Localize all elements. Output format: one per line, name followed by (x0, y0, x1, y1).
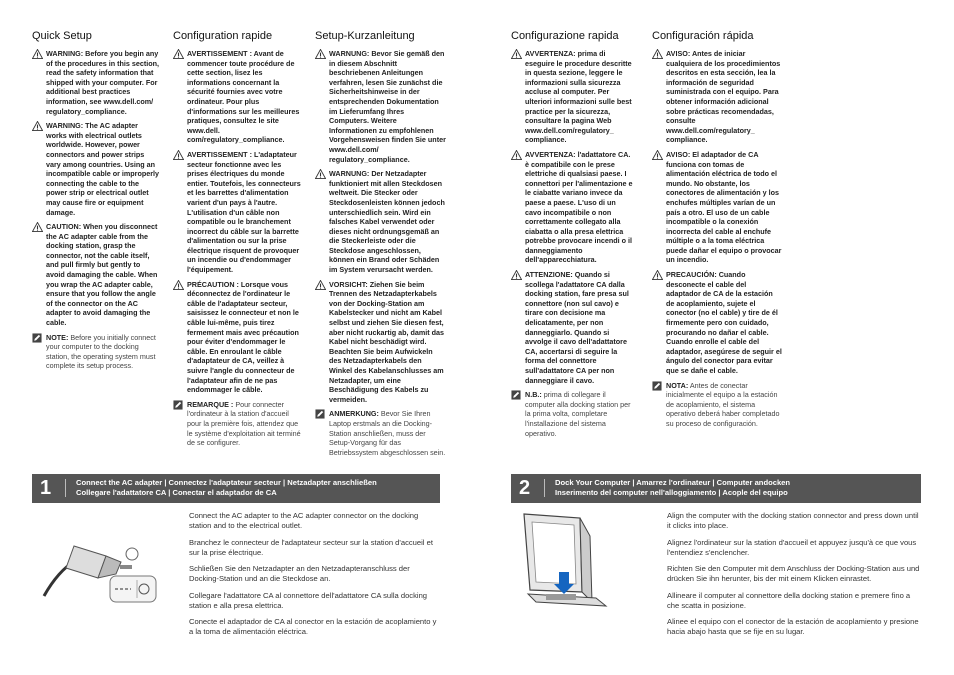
note-text: AVVERTENZA: prima di eseguire le procedure descritte in questa sezione, leggere le informazioni sulla sicurezza accluse al computer. Per ulteriori informazioni sulle best practice per la sicurezza, consultare la pagina Web www.dell.com/regulatory_ compliance. (525, 49, 632, 145)
note-label: REMARQUE : (187, 399, 234, 409)
section-title: Configuration rapide (173, 30, 273, 42)
warning-triangle-icon (652, 270, 663, 280)
note-text: VORSICHT: Ziehen Sie beim Trennen des Netzadapterkabels von der Docking-Station am Kabelstecker und nicht am Kabel selbst und ziehen Sie diesen fest, aber nicht ruckartig ab, damit das Kabel nicht beschädigt wird. Beachten Sie beim Aufwickeln des Netzadapterkabels den Winkel des Kabelanschlusses am Netzadapter, um eine Beschädigung des Kabels zu vermeiden. (329, 279, 445, 404)
col-configuracion-rapida (652, 30, 782, 434)
note-text: WARNUNG: Der Netzadapter funktioniert mit allen Steckdosen weltweit. Die Stecker oder Steckdosenleisten können jedoch unterschiedlich sein. Wird ein falsches Kabel verwendet oder dieses nicht ordnungsgemäß an die Steckerleiste oder die Steckdose angeschlossen, können ein Brand oder Schäden im System verursacht werden. (329, 169, 445, 275)
warning-triangle-icon (315, 49, 326, 59)
step-2-bar (511, 474, 921, 503)
step-title (555, 478, 790, 498)
paragraph: Connect the AC adapter to the AC adapter connector on the docking station and to the electrical outlet. (189, 511, 419, 530)
warning-triangle-icon (32, 121, 43, 131)
note-label: NOTA: (666, 380, 689, 390)
info-note (652, 381, 782, 429)
warning-note (315, 49, 446, 164)
step-title-line: Dock Your Computer | Amarrez l'ordinateur | Computer andocken (555, 478, 791, 487)
section-title: Setup-Kurzanleitung (315, 30, 415, 42)
note-text: AVISO: Antes de iniciar cualquiera de los procedimientos descritos en esta sección, lea la información de seguridad suministrada con el equipo. Para obtener información adicional sobre prácticas recomendadas, consulte www.dell.com/regulatory_ compliance. (666, 49, 781, 145)
warning-triangle-icon (173, 49, 184, 59)
warning-note (652, 150, 782, 265)
step-1-paragraphs (189, 511, 439, 644)
note-text: Antes de conectar inicialmente el equipo a la estación de acoplamiento, el sistema operativo deberá haber completado su proceso de configuración. (666, 380, 780, 428)
step-2-paragraphs (667, 511, 923, 644)
warning-note (32, 121, 160, 217)
step-number: 1 (40, 477, 52, 499)
note-text: WARNING: The AC adapter works with electrical outlets worldwide. However, power connectors and power strips vary among countries. Using an incompatible cable or improperly connecting the cable to the power strip or electrical outlet may cause fire or equipment damage. (46, 121, 160, 217)
paragraph: Schließen Sie den Netzadapter an den Netzadapteranschluss der Docking-Station und an die Steckdose an. (189, 564, 410, 583)
paragraph: Conecte el adaptador de CA al conector en la estación de acoplamiento y a la toma de alimentación eléctrica. (189, 617, 437, 636)
note-label: NOTE: (46, 332, 69, 342)
warning-triangle-icon (32, 222, 43, 232)
paragraph: Richten Sie den Computer mit dem Anschluss der Docking-Station aus und drücken Sie ihn herunter, bis der mit einem Klicken einrastet. (667, 564, 920, 583)
ac-adapter-illustration (36, 516, 166, 611)
paragraph: Allineare il computer al connettore della docking station e premere fino a che scatta in posizione. (667, 590, 911, 610)
warning-note (652, 49, 782, 145)
warning-triangle-icon (173, 150, 184, 160)
note-pencil-icon (173, 400, 184, 410)
paragraph: Align the computer with the docking station connector and press down until it clicks into place. (667, 511, 919, 530)
step-title-line: Inserimento del computer nell'alloggiamento | Acople del equipo (555, 488, 788, 497)
step-number: 2 (519, 477, 531, 499)
note-text: PRECAUCIÓN: Cuando desconecte el cable del adaptador de CA de la estación de acoplamiento, sujete el conector (no el cable) y tire de él firmemente pero con cuidado, procurando no dañar el cable. Cuando enrolle el cable del adaptador, asegúrese de seguir el ángulo del conector para evitar que se dañe el cable. (666, 270, 782, 375)
section-title: Quick Setup (32, 30, 92, 42)
note-pencil-icon (511, 390, 522, 400)
info-note (32, 333, 160, 371)
warning-triangle-icon (511, 150, 522, 160)
note-text: prima di collegare il computer alla docking station per la prima volta, completare l'installazione del sistema operativo. (525, 390, 631, 438)
warning-note (511, 270, 634, 385)
divider (65, 479, 66, 497)
warning-note (32, 222, 160, 328)
col-quick-setup (32, 30, 160, 376)
warning-note (32, 49, 160, 116)
note-pencil-icon (315, 409, 326, 419)
note-text: Pour connecter l'ordinateur à la station d'accueil pour la première fois, attendez que le système d'exploitation ait terminé de se configurer. (187, 399, 301, 448)
paragraph: Alignez l'ordinateur sur la station d'accueil et appuyez jusqu'à ce que vous l'entendiez s'enclencher. (667, 537, 917, 557)
warning-note (173, 49, 301, 145)
warning-triangle-icon (32, 49, 43, 59)
note-text: AVERTISSEMENT : L'adaptateur secteur fonctionne avec les prises électriques du monde entier. Toutefois, les connecteurs et les barrettes d'alimentation varient d'un pays à l'autre. L'utilisation d'un câble non compatible ou le branchement incorrect du câble sur la barrette d'alimentation ou sur la prise électrique risquent de provoquer un incendie ou d'endommager l'équipement. (187, 149, 301, 275)
warning-triangle-icon (173, 280, 184, 290)
col-configuration-rapide (173, 30, 301, 453)
note-label: N.B.: (525, 390, 542, 400)
warning-note (511, 150, 634, 265)
note-text: Before you initially connect your computer to the docking station, the operating system must complete its setup process. (46, 332, 156, 371)
info-note (315, 409, 446, 457)
warning-note (511, 49, 634, 145)
warning-triangle-icon (652, 49, 663, 59)
paragraph: Collegare l'adattatore CA al connettore dell'adattatore CA sulla docking station e alla presa elettrica. (189, 590, 428, 610)
note-text: PRÉCAUTION : Lorsque vous déconnectez de l'ordinateur le câble de l'adaptateur secteur, saisissez le connecteur et non le câble lui-même, puis tirez fermement mais avec précaution pour éviter d'endommager le câble. En enroulant le câble d'adaptateur de CA, veillez à suivre l'angle du connecteur de l'adaptateur afin de ne pas endommager le câble. (187, 279, 299, 395)
info-note (511, 390, 634, 438)
warning-triangle-icon (315, 280, 326, 290)
note-text: AVISO: El adaptador de CA funciona con tomas de alimentación eléctrica de todo el mundo. No obstante, los conectores de alimentación y los enchufes múltiples varían de un país a otro. El uso de un cable incompatible o la conexión incorrecta del cable al enchufe múltiple o a la toma eléctrica puede dañar el equipo o provocar un incendio. (666, 149, 782, 265)
warning-triangle-icon (315, 169, 326, 179)
warning-note (315, 169, 446, 275)
docking-illustration (516, 506, 616, 616)
note-text: WARNUNG: Bevor Sie gemäß den in diesem Abschnitt beschriebenen Anleitungen verfahren, lesen Sie zunächst die Sicherheitshinweise in der entsprechenden Dokumentation im Lieferumfang Ihres Computers. Weitere Informationen zu empfohlenen Vorgehensweisen finden Sie unter www.dell.com/ regulatory_compliance. (329, 49, 446, 164)
info-note (173, 400, 301, 448)
note-text: CAUTION: When you disconnect the AC adapter cable from the docking station, grasp the connector, not the cable itself, and pull firmly but gently to avoid damaging the cable. When you wrap the AC adapter cable, ensure that you follow the angle of the connector on the AC adapter to avoid damaging the cable. (46, 222, 158, 328)
step-1-bar (32, 474, 440, 503)
section-title: Configurazione rapida (511, 30, 619, 42)
warning-triangle-icon (652, 150, 663, 160)
warning-note (652, 270, 782, 376)
note-text: AVVERTENZA: l'adattatore CA. è compatibile con le prese elettriche di qualsiasi paese. I connettori per l'alimentazione e le ciabatte variano invece da paese a paese. L'uso di un cavo incompatibile o non correttamente collegato alla ciabatta o alla presa elettrica potrebbe provocare incendi o il danneggiamento dell'apparecchiatura. (525, 149, 633, 265)
warning-triangle-icon (511, 270, 522, 280)
col-configurazione-rapida (511, 30, 634, 443)
step-title (76, 478, 377, 498)
warning-note (173, 280, 301, 395)
note-text: WARNING: Before you begin any of the procedures in this section, read the safety information that shipped with your computer. For additional best practices information, see www.dell.com/ regulatory_compliance. (46, 49, 160, 116)
section-title: Configuración rápida (652, 30, 754, 42)
note-text: AVERTISSEMENT : Avant de commencer toute procédure de cette section, lisez les informations concernant la sécurité fournies avec votre ordinateur. Pour plus d'informations sur les meilleures pratiques, consultez le site www.dell. com/regulatory_compliance. (187, 49, 300, 145)
note-pencil-icon (652, 381, 663, 391)
note-pencil-icon (32, 333, 43, 343)
warning-note (315, 280, 446, 405)
warning-triangle-icon (511, 49, 522, 59)
note-text: ATTENZIONE: Quando si scollega l'adattatore CA dalla docking station, fare presa sul connettore (non sul cavo) e tirare con decisione ma delicatamente, per non danneggiarlo. Quando si avvolge il cavo dell'adattatore CA, accertarsi di seguire la forma del connettore sull'adattatore CA per non danneggiare il cavo. (525, 270, 629, 385)
note-text: Bevor Sie Ihren Laptop erstmals an die Docking-Station anschließen, muss der Setup-Vorgang für das Betriebssystem abgeschlossen sein. (329, 409, 446, 457)
note-label: ANMERKUNG: (329, 409, 379, 419)
step-title-line: Connect the AC adapter | Connectez l'adaptateur secteur | Netzadapter anschließen (76, 478, 377, 487)
step-title-line: Collegare l'adattatore CA | Conectar el adaptador de CA (76, 488, 277, 497)
paragraph: Alinee el equipo con el conector de la estación de acoplamiento y presione hacia abajo hasta que se fije en su lugar. (667, 617, 919, 636)
warning-note (173, 150, 301, 275)
divider (544, 479, 545, 497)
paragraph: Branchez le connecteur de l'adaptateur secteur sur la station d'accueil et sur la prise électrique. (189, 537, 433, 557)
col-setup-kurzanleitung (315, 30, 446, 462)
